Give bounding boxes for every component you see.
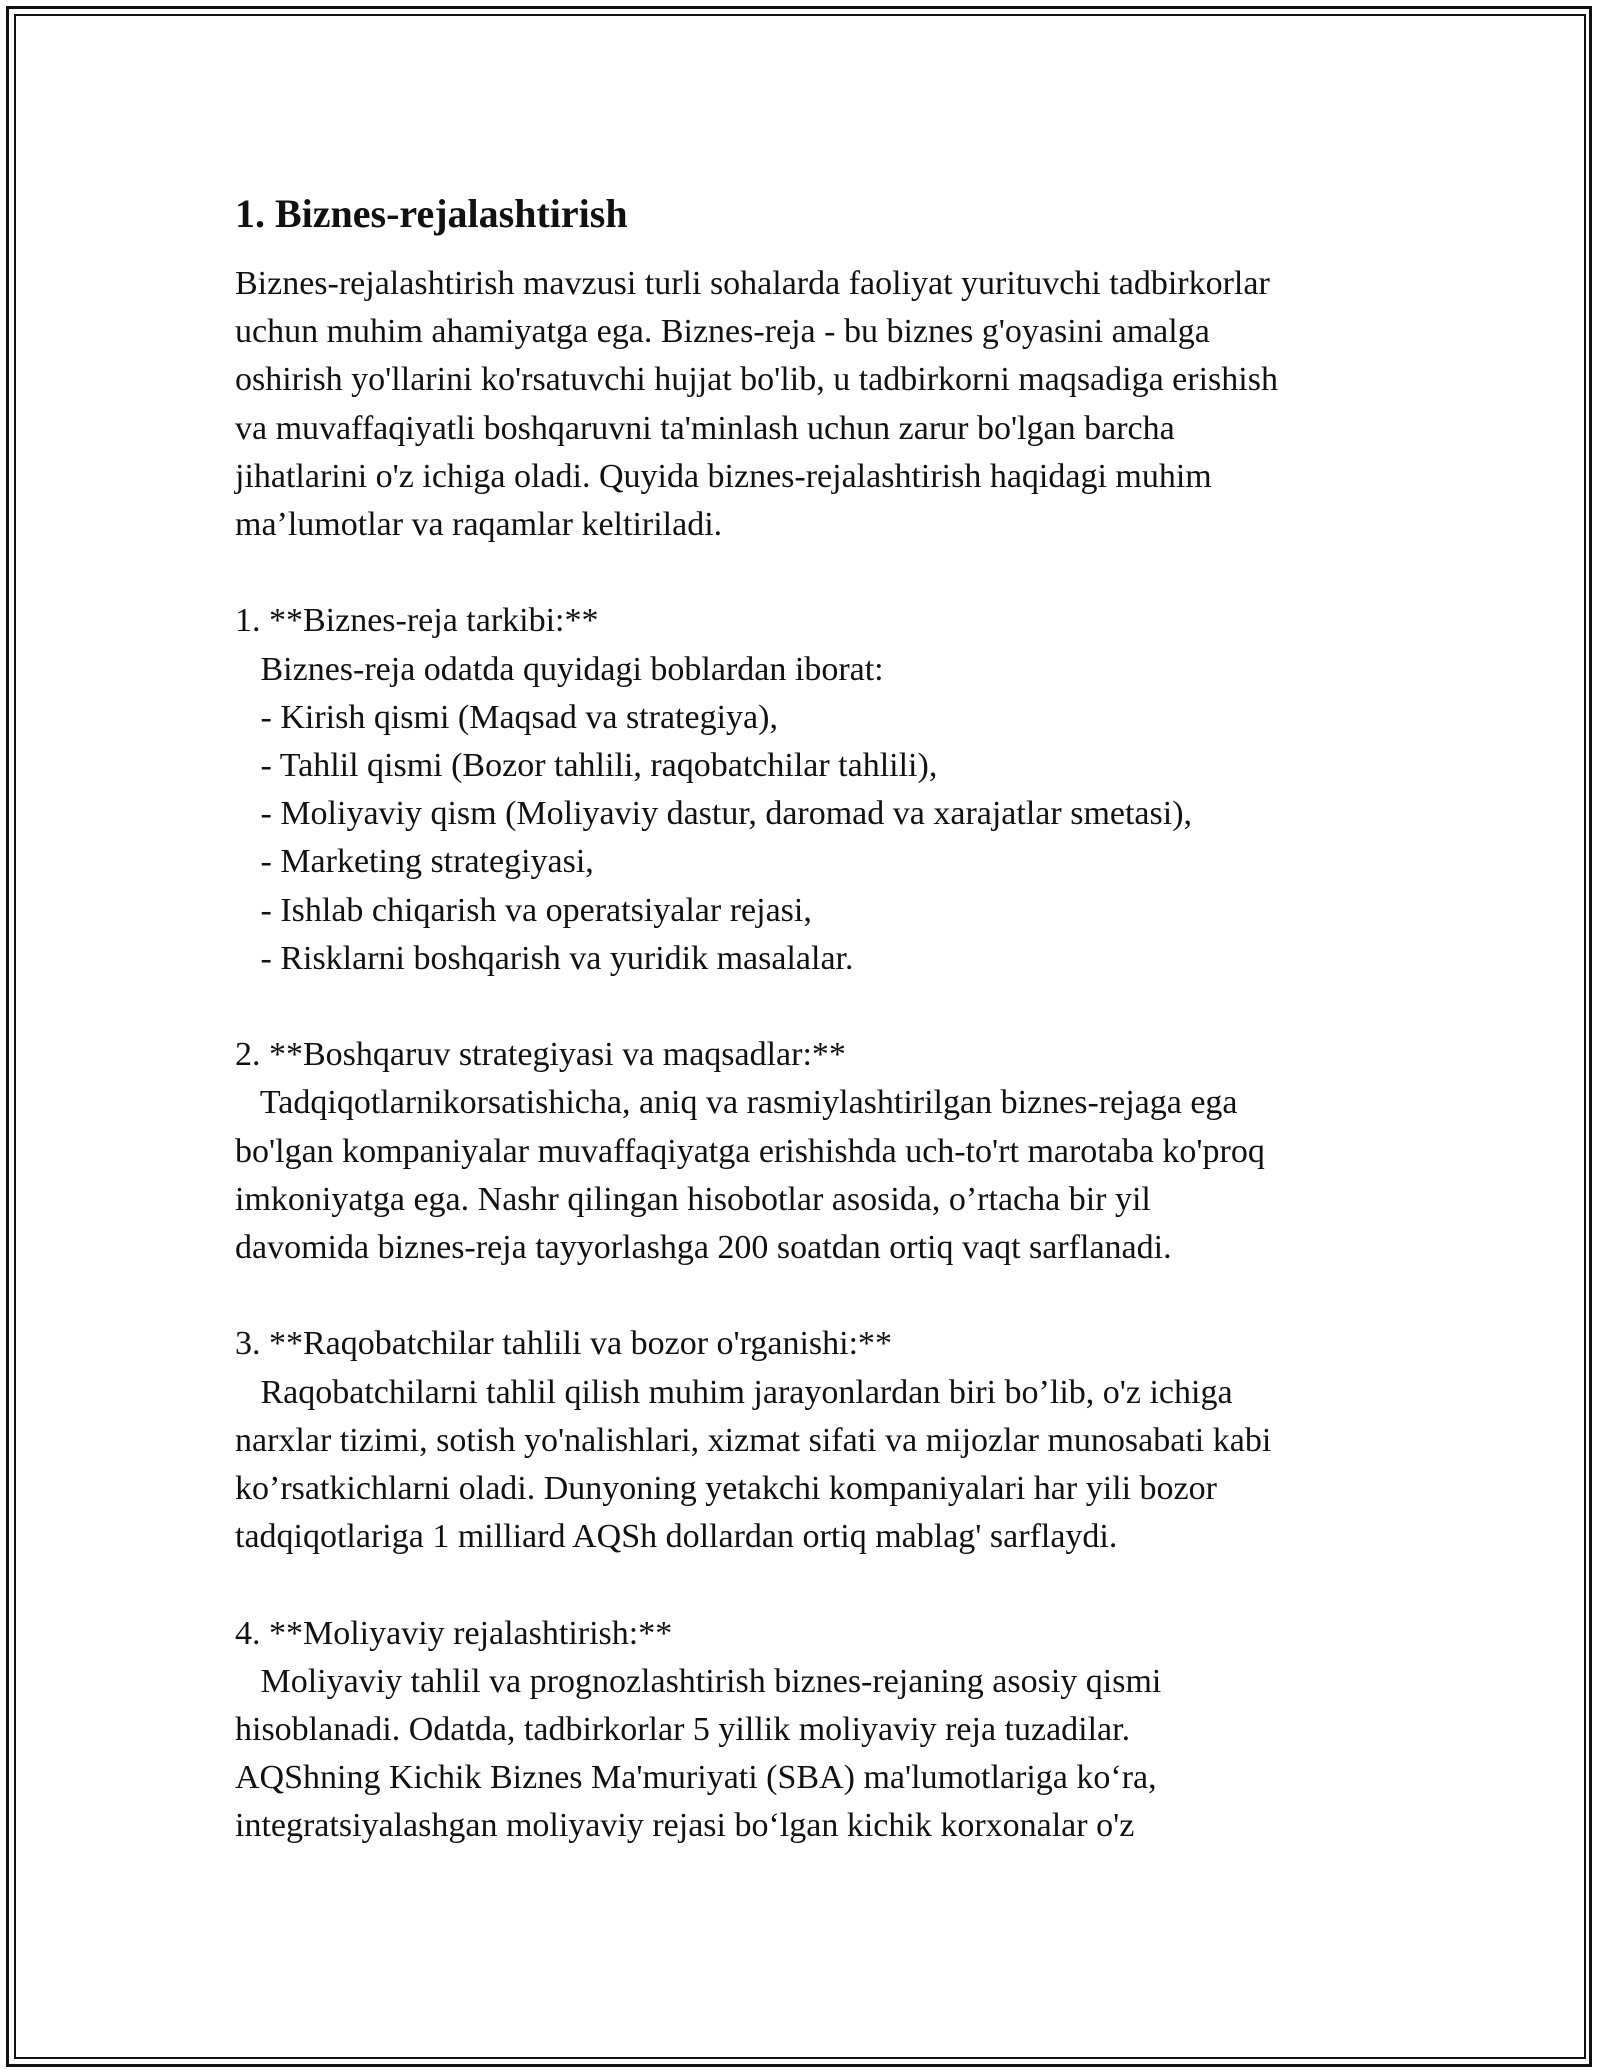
section-line: tadqiqotlariga 1 milliard AQSh dollardan ortiq mablag' sarflaydi. [235, 1518, 1118, 1556]
document-body [235, 184, 1405, 1851]
intro-line: jihatlarini o'z ichiga oladi. Quyida biznes-rejalashtirish haqidagi muhim [235, 457, 1212, 495]
section-line: imkoniyatga ega. Nashr qilingan hisobotlar asosida, o’rtacha bir yil [235, 1180, 1151, 1218]
list-item: - Marketing strategiyasi, [235, 843, 594, 881]
section-line: bo'lgan kompaniyalar muvaffaqiyatga erishishda uch-to'rt marotaba ko'proq [235, 1132, 1265, 1170]
list-item: - Risklarni boshqarish va yuridik masalalar. [235, 939, 854, 977]
list-item: - Ishlab chiqarish va operatsiyalar rejasi, [235, 891, 812, 929]
section-1 [235, 597, 1405, 983]
intro-line: Biznes-rejalashtirish mavzusi turli sohalarda faoliyat yurituvchi tadbirkorlar [235, 265, 1270, 302]
section-line: Tadqiqotlarnikorsatishicha, aniq va rasmiylashtirilgan biznes-rejaga ega [235, 1084, 1238, 1122]
section-line: Raqobatchilarni tahlil qilish muhim jarayonlardan biri bo’lib, o'z ichiga [235, 1373, 1233, 1411]
section-line: davomida biznes-reja tayyorlashga 200 soatdan ortiq vaqt sarflanadi. [235, 1229, 1172, 1267]
list-item: - Kirish qismi (Maqsad va strategiya), [235, 698, 778, 736]
section-line: narxlar tizimi, sotish yo'nalishlari, xizmat sifati va mijozlar munosabati kabi [235, 1421, 1272, 1459]
spacer [235, 1272, 1405, 1320]
section-2 [235, 1031, 1405, 1272]
section-heading: 4. **Moliyaviy rejalashtirish:** [235, 1614, 673, 1652]
section-line: AQShning Kichik Biznes Ma'muriyati (SBA) ma'lumotlariga ko‘ra, [235, 1759, 1157, 1797]
intro-line: ma’lumotlar va raqamlar keltiriladi. [235, 506, 723, 544]
section-line: ko’rsatkichlarni oladi. Dunyoning yetakchi kompaniyalari har yili bozor [235, 1470, 1217, 1508]
list-item: - Moliyaviy qism (Moliyaviy dastur, daromad va xarajatlar smetasi), [235, 795, 1193, 833]
intro-line: oshirish yo'llarini ko'rsatuvchi hujjat bo'lib, u tadbirkorni maqsadiga erishish [235, 361, 1278, 399]
list-item: - Tahlil qismi (Bozor tahlili, raqobatchilar tahlili), [235, 747, 938, 785]
section-heading: 1. **Biznes-reja tarkibi:** [235, 602, 599, 640]
section-3 [235, 1320, 1405, 1561]
intro-paragraph [235, 260, 1405, 549]
spacer [235, 549, 1405, 597]
spacer [235, 1561, 1405, 1609]
section-line: hisoblanadi. Odatda, tadbirkorlar 5 yillik moliyaviy reja tuzadilar. [235, 1711, 1131, 1749]
intro-line: uchun muhim ahamiyatga ega. Biznes-reja - bu biznes g'oyasini amalga [235, 313, 1210, 351]
section-line: integratsiyalashgan moliyaviy rejasi bo‘lgan kichik korxonalar o'z [235, 1807, 1135, 1845]
section-heading: 2. **Boshqaruv strategiyasi va maqsadlar:** [235, 1036, 846, 1074]
intro-line: va muvaffaqiyatli boshqaruvni ta'minlash uchun zarur bo'lgan barcha [235, 409, 1175, 447]
section-4 [235, 1610, 1405, 1851]
spacer [235, 983, 1405, 1031]
section-heading: 3. **Raqobatchilar tahlili va bozor o'rganishi:** [235, 1325, 893, 1363]
document-title: 1. Biznes-rejalashtirish [235, 191, 628, 236]
section-line: Biznes-reja odatda quyidagi boblardan iborat: [235, 650, 884, 688]
section-line: Moliyaviy tahlil va prognozlashtirish biznes-rejaning asosiy qismi [235, 1662, 1162, 1700]
